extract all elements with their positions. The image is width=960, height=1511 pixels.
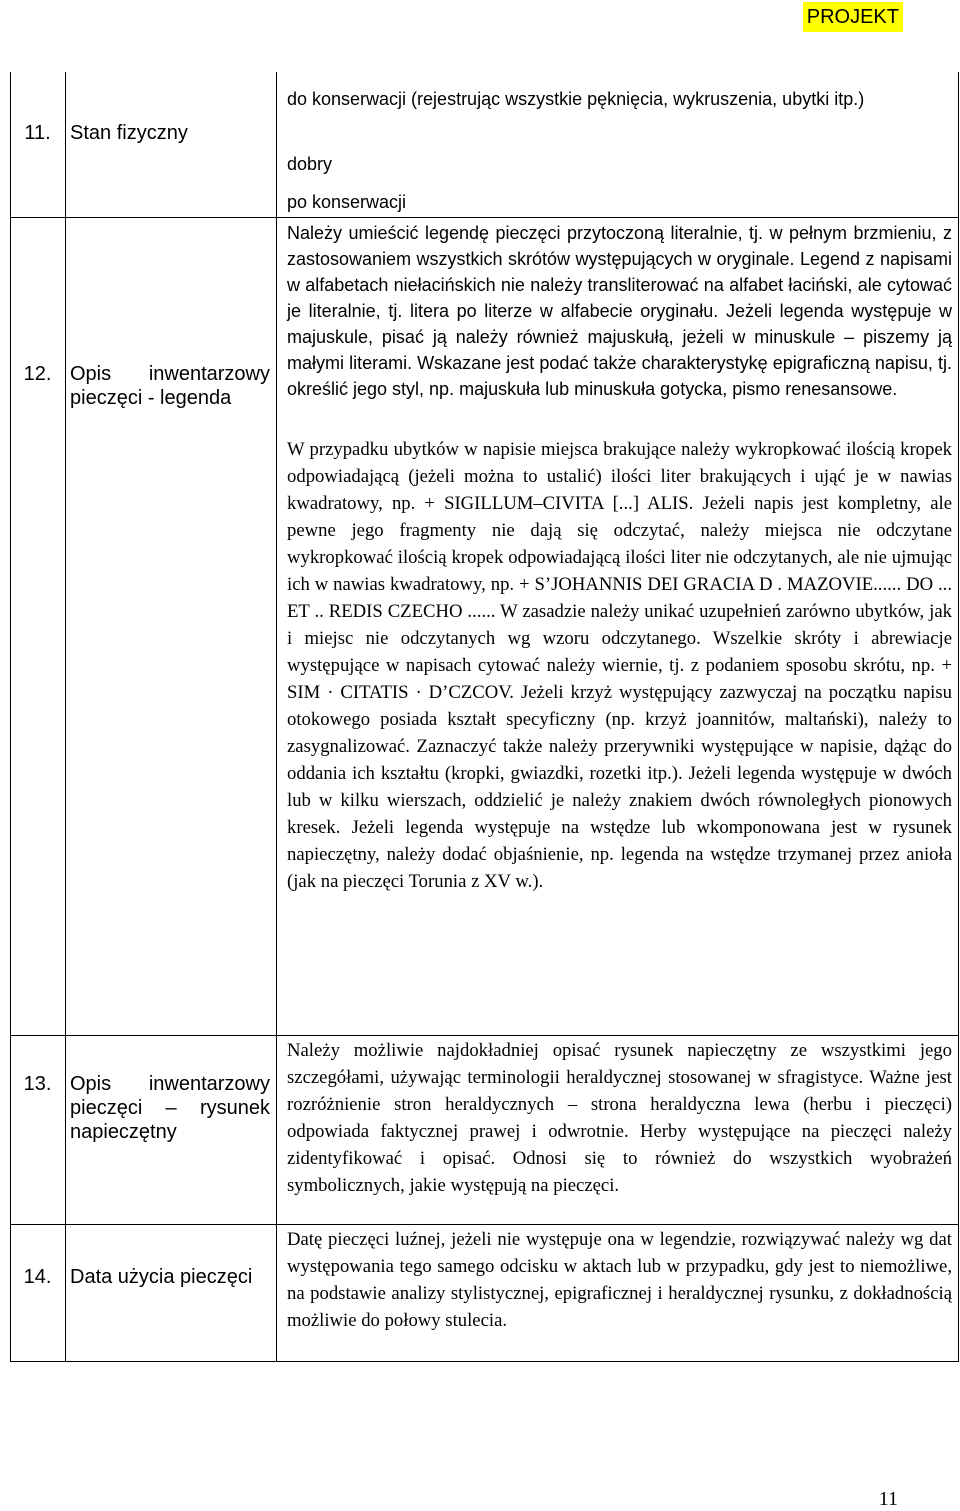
page-number: 11 — [878, 1488, 898, 1510]
row-separator — [10, 1224, 959, 1225]
row-text-line: po konserwacji — [287, 192, 407, 212]
table-border-left — [10, 72, 11, 1362]
table-divider-label — [276, 72, 277, 1362]
row-text-paragraph: W przypadku ubytków w napisie miejsca brakujące należy wykropkować ilością kropek odpowiadającą (jeżeli można to ustalić) ilości liter brakujących i ująć je w nawias kwadratowy, np. + SIGILLUM–CIVITA [...] ALIS. Jeżeli napis jest kompletny, ale pewne jego fragmenty nie dają się odczytać, należy miejsca nie odczytane wykropkować ilością kropek odpowiadającą ilości liter nie odczytanych, ale nie ujmując ich w nawias kwadratowy, np. + S’JOHANNIS DEI GRACIA D . MAZOVIE...... DO ... ET .. REDIS CZECHO ...... W zasadzie należy unikać uzupełnień zarówno ubytków, jak i miejsc nie odczytanych wg wzoru odczytanego. Wszelkie skróty i abrewiacje występujące w napisach cytować należy wiernie, tj. z podaniem sposobu skrótu, np. + SIM · CITATIS · D’CZCOV. Jeżeli krzyż występujący zazwyczaj na początku napisu otokowego posiada kształt specyficzny (np. krzyż joannitów, maltański), należy to zasygnalizować. Zaznaczyć także należy przerywniki występujące w napisie, dążąc do oddania ich kształtu (kropki, gwiazdki, rozetki itp.). Jeżeli legenda występuje w dwóch lub w kilku wierszach, oddzielić je należy znakiem dwóch równoległych pionowych kresek. Jeżeli legenda występuje na wstędze lub wkomponowana jest w rysunek napieczętny, należy dodać objaśnienie, np. legenda na wstędze trzymanej przez anioła (jak na pieczęci Torunia z XV w.). — [287, 439, 952, 892]
inventory-table — [10, 72, 959, 1362]
row-label: Opis inwentarzowy pieczęci - legenda — [70, 363, 270, 409]
row-number: 14. — [23, 1266, 52, 1288]
row-text-line: do konserwacji (rejestrując wszystkie pęknięcia, wykruszenia, ubytki itp.) — [287, 89, 865, 109]
row-text-line: dobry — [287, 154, 333, 174]
table-divider-num — [65, 72, 66, 1362]
row-text-paragraph: Datę pieczęci luźnej, jeżeli nie występuje ona w legendzie, rozwiązywać należy wg dat występowania tego samego odcisku w aktach lub w przypadku, gdy jest to niemożliwe, na podstawie analizy stylistycznej, epigraficznej i heraldycznej rysunku, z dokładnością możliwie do połowy stulecia. — [287, 1229, 952, 1331]
row-number: 13. — [23, 1073, 52, 1095]
row-separator — [10, 217, 959, 218]
row-number: 11. — [24, 122, 51, 144]
row-text-paragraph: Należy możliwie najdokładniej opisać rysunek napieczętny ze wszystkimi jego szczegółami, używając terminologii heraldycznej stosowanej w sfragistyce. Ważne jest rozróżnienie stron heraldycznych – strona heraldyczna lewa (herbu i pieczęci) odpowiada faktycznej prawej i odwrotnie. Herby występujące na pieczęci należy zidentyfikować i opisać. Odnosi się to również do wszystkich wyobrażeń symbolicznych, jakie występują na pieczęci. — [287, 1040, 952, 1196]
row-number: 12. — [23, 363, 52, 385]
projekt-badge: PROJEKT — [803, 2, 903, 32]
row-label: Data użycia pieczęci — [70, 1266, 253, 1288]
table-border-bottom — [10, 1361, 959, 1362]
row-separator — [10, 1035, 959, 1036]
table-border-right — [958, 72, 959, 1362]
row-text-paragraph: Należy umieścić legendę pieczęci przytoczoną literalnie, tj. w pełnym brzmieniu, z zastosowaniem wszystkich skrótów występujących w oryginale. Legend z napisami w alfabetach niełacińskich nie należy transliterować na alfabet łaciński, ale cytować je literalnie, tj. litera po literze w alfabecie oryginału. Jeżeli legenda występuje w majuskule, pisać ją należy również majuskułą, jeżeli w minuskule – piszemy ją małymi literami. Wskazane jest podać także charakterystykę epigraficzną napisu, tj. określić jego styl, np. majuskuła lub minuskuła gotycka, pismo renesansowe. — [287, 223, 952, 399]
row-label: Stan fizyczny — [70, 122, 188, 144]
row-label: Opis inwentarzowy pieczęci – rysunek napieczętny — [70, 1073, 270, 1143]
